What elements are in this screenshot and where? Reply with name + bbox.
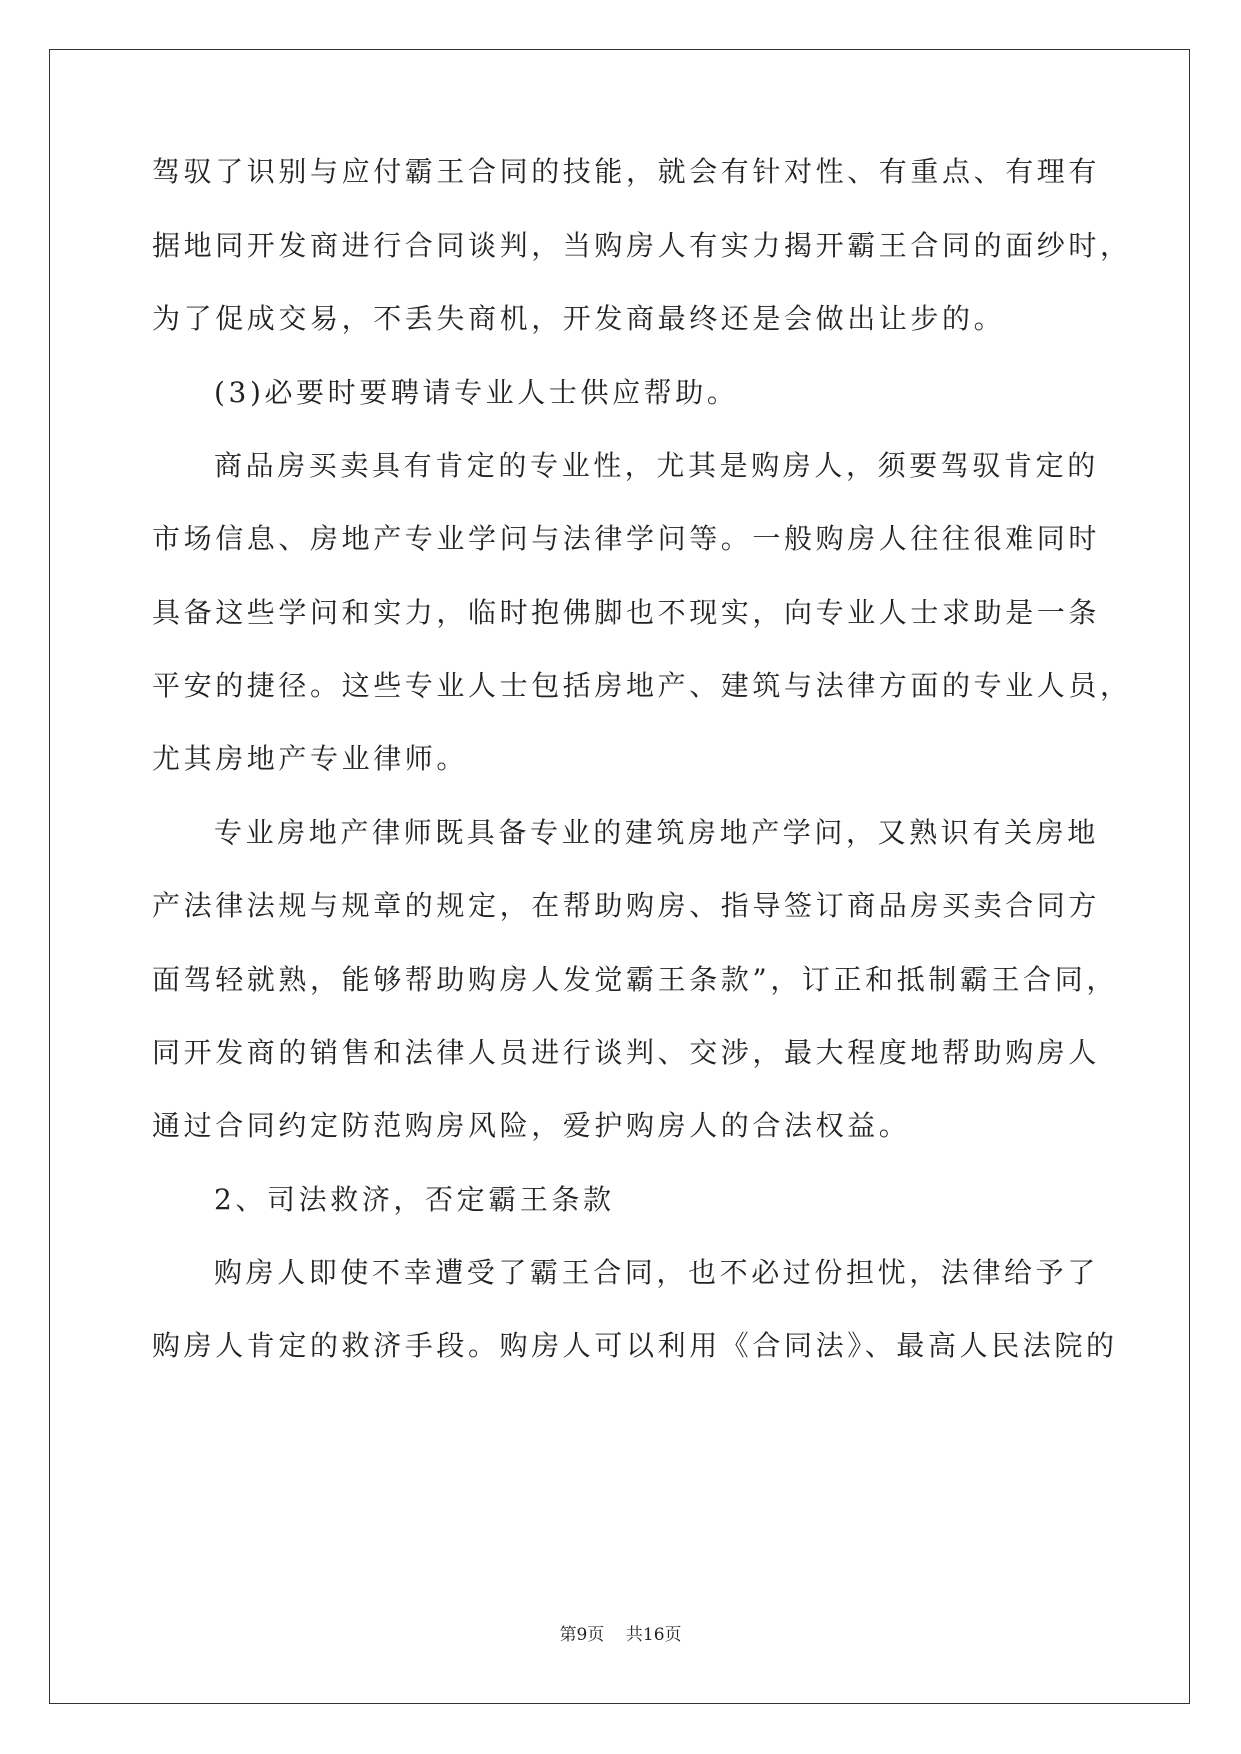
text-line: 产法律法规与规章的规定，在帮助购房、指导签订商品房买卖合同方	[152, 889, 1101, 922]
page-total: 共16页	[625, 1625, 682, 1645]
text-line: 驾驭了识别与应付霸王合同的技能，就会有针对性、有重点、有理有	[152, 155, 1101, 188]
text-line: 通过合同约定防范购房风险，爱护购房人的合法权益。	[152, 1109, 911, 1142]
text-line: 市场信息、房地产专业学问与法律学问等。一般购房人往往很难同时	[152, 522, 1101, 555]
text-line: 专业房地产律师既具备专业的建筑房地产学问，又熟识有关房地	[214, 816, 1099, 849]
text-line: 具备这些学问和实力，临时抱佛脚也不现实，向专业人士求助是一条	[152, 596, 1101, 629]
text-line: 平安的捷径。这些专业人士包括房地产、建筑与法律方面的专业人员，	[152, 669, 1132, 702]
text-line: 据地同开发商进行合同谈判，当购房人有实力揭开霸王合同的面纱时，	[152, 229, 1132, 262]
page-number: 第9页	[559, 1625, 605, 1645]
section-heading: (3)必要时要聘请专业人士供应帮助。	[214, 376, 739, 409]
text-line: 购房人肯定的救济手段。购房人可以利用《合同法》、最高人民法院的	[152, 1329, 1118, 1362]
text-line: 同开发商的销售和法律人员进行谈判、交涉，最大程度地帮助购房人	[152, 1036, 1101, 1069]
page-border	[49, 49, 1190, 1704]
text-line: 购房人即使不幸遭受了霸王合同，也不必过份担忧，法律给予了	[214, 1256, 1099, 1289]
text-line: 商品房买卖具有肯定的专业性，尤其是购房人，须要驾驭肯定的	[214, 449, 1099, 482]
text-line: 面驾轻就熟，能够帮助购房人发觉霸王条款”，订正和抵制霸王合同，	[152, 963, 1118, 996]
text-line: 为了促成交易，不丢失商机，开发商最终还是会做出让步的。	[152, 302, 1006, 335]
text-line: 尤其房地产专业律师。	[152, 742, 469, 775]
page-footer	[0, 1623, 1241, 1647]
section-heading: 2、司法救济，否定霸王条款	[214, 1183, 615, 1216]
